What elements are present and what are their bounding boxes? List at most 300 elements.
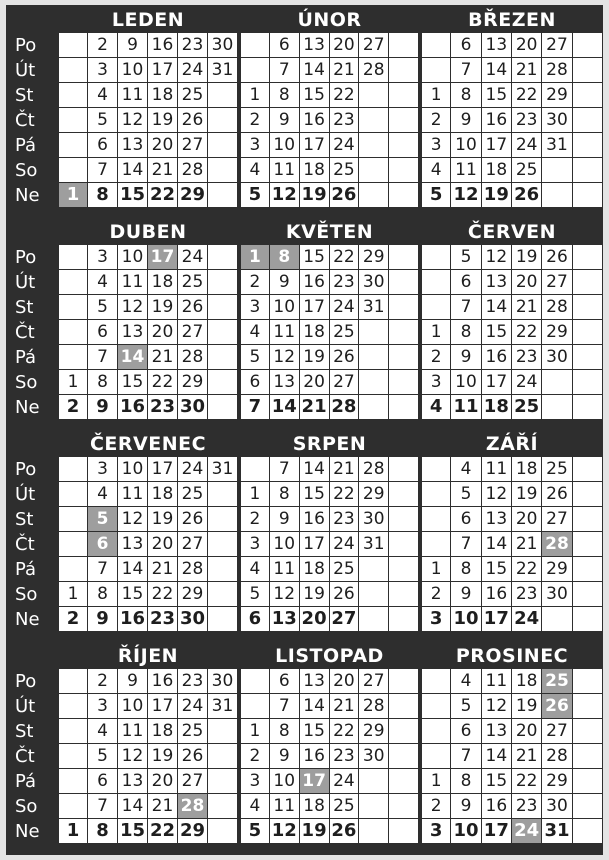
empty-day-cell bbox=[421, 694, 451, 719]
empty-day-cell bbox=[389, 183, 419, 208]
day-cell: 2 bbox=[240, 507, 270, 532]
day-cell: 28 bbox=[178, 158, 208, 183]
day-cell: 5 bbox=[451, 482, 481, 507]
empty-day-cell bbox=[240, 669, 270, 694]
day-cell: 11 bbox=[118, 83, 148, 108]
day-cell: 1 bbox=[240, 482, 270, 507]
empty-day-cell bbox=[389, 295, 419, 320]
empty-day-cell bbox=[573, 270, 603, 295]
weekday-label: St bbox=[15, 297, 34, 318]
empty-day-cell bbox=[573, 669, 603, 694]
weekday-label: Pá bbox=[15, 135, 37, 156]
empty-day-cell bbox=[58, 320, 88, 345]
empty-day-cell bbox=[359, 819, 389, 844]
empty-day-cell bbox=[58, 158, 88, 183]
empty-day-cell bbox=[542, 183, 572, 208]
day-cell: 28 bbox=[359, 694, 389, 719]
empty-day-cell bbox=[240, 33, 270, 58]
day-cell: 25 bbox=[512, 395, 542, 420]
empty-day-cell bbox=[208, 769, 238, 794]
day-cell: 1 bbox=[58, 183, 88, 208]
day-cell: 17 bbox=[300, 133, 330, 158]
empty-day-cell bbox=[359, 345, 389, 370]
day-cell: 14 bbox=[270, 395, 300, 420]
weekday-label: So bbox=[15, 584, 38, 605]
day-cell: 3 bbox=[88, 58, 118, 83]
empty-day-cell bbox=[58, 482, 88, 507]
day-cell: 23 bbox=[512, 108, 542, 133]
empty-day-cell bbox=[573, 158, 603, 183]
day-cell: 7 bbox=[88, 158, 118, 183]
empty-day-cell bbox=[389, 557, 419, 582]
month-grid bbox=[240, 245, 419, 420]
day-cell: 4 bbox=[451, 669, 481, 694]
day-cell: 22 bbox=[512, 769, 542, 794]
empty-day-cell bbox=[389, 83, 419, 108]
day-cell: 16 bbox=[300, 507, 330, 532]
day-cell: 6 bbox=[451, 270, 481, 295]
empty-day-cell bbox=[389, 133, 419, 158]
day-cell: 1 bbox=[58, 819, 88, 844]
day-cell: 28 bbox=[178, 345, 208, 370]
empty-day-cell bbox=[421, 719, 451, 744]
day-cell: 27 bbox=[542, 719, 572, 744]
day-cell: 9 bbox=[88, 395, 118, 420]
day-cell: 13 bbox=[482, 270, 512, 295]
empty-day-cell bbox=[389, 744, 419, 769]
empty-day-cell bbox=[208, 482, 238, 507]
day-cell: 17 bbox=[300, 532, 330, 557]
day-cell: 25 bbox=[330, 794, 360, 819]
day-cell: 28 bbox=[178, 557, 208, 582]
empty-day-cell bbox=[208, 819, 238, 844]
weekday-label: St bbox=[15, 85, 34, 106]
day-cell: 28 bbox=[359, 457, 389, 482]
day-cell: 4 bbox=[240, 158, 270, 183]
empty-day-cell bbox=[421, 507, 451, 532]
day-cell: 15 bbox=[118, 183, 148, 208]
month-name: DUBEN bbox=[109, 221, 187, 243]
weekday-label: Út bbox=[15, 484, 36, 505]
weekday-label: Po bbox=[15, 35, 37, 56]
day-cell: 22 bbox=[330, 83, 360, 108]
day-cell: 12 bbox=[451, 183, 481, 208]
empty-day-cell bbox=[58, 794, 88, 819]
day-cell: 4 bbox=[421, 395, 451, 420]
month-name: ŘÍJEN bbox=[117, 645, 179, 667]
empty-day-cell bbox=[208, 794, 238, 819]
day-cell: 4 bbox=[88, 83, 118, 108]
weekday-label: Út bbox=[15, 696, 36, 717]
day-cell: 27 bbox=[330, 607, 360, 632]
day-cell: 10 bbox=[118, 58, 148, 83]
empty-day-cell bbox=[573, 532, 603, 557]
day-cell: 8 bbox=[451, 83, 481, 108]
empty-day-cell bbox=[389, 33, 419, 58]
day-cell: 26 bbox=[542, 694, 572, 719]
day-cell: 20 bbox=[512, 33, 542, 58]
day-cell: 4 bbox=[451, 457, 481, 482]
empty-day-cell bbox=[389, 769, 419, 794]
day-cell: 18 bbox=[512, 457, 542, 482]
day-cell: 6 bbox=[451, 719, 481, 744]
day-cell: 3 bbox=[240, 295, 270, 320]
weekday-label: Po bbox=[15, 459, 37, 480]
empty-day-cell bbox=[58, 345, 88, 370]
empty-day-cell bbox=[573, 370, 603, 395]
empty-day-cell bbox=[240, 694, 270, 719]
day-cell: 20 bbox=[330, 33, 360, 58]
day-cell: 30 bbox=[208, 33, 238, 58]
day-cell: 30 bbox=[208, 669, 238, 694]
day-cell: 14 bbox=[482, 295, 512, 320]
empty-day-cell bbox=[58, 33, 88, 58]
day-cell: 24 bbox=[512, 607, 542, 632]
day-cell: 9 bbox=[451, 794, 481, 819]
day-cell: 8 bbox=[88, 819, 118, 844]
empty-day-cell bbox=[208, 719, 238, 744]
day-cell: 8 bbox=[88, 582, 118, 607]
empty-day-cell bbox=[573, 320, 603, 345]
empty-day-cell bbox=[389, 108, 419, 133]
day-cell: 12 bbox=[118, 744, 148, 769]
day-cell: 28 bbox=[330, 395, 360, 420]
day-cell: 3 bbox=[421, 819, 451, 844]
day-cell: 7 bbox=[451, 532, 481, 557]
empty-day-cell bbox=[208, 133, 238, 158]
empty-day-cell bbox=[573, 108, 603, 133]
day-cell: 7 bbox=[88, 794, 118, 819]
day-cell: 23 bbox=[330, 744, 360, 769]
day-cell: 6 bbox=[451, 33, 481, 58]
weekday-label: St bbox=[15, 509, 34, 530]
day-cell: 27 bbox=[542, 270, 572, 295]
empty-day-cell bbox=[421, 669, 451, 694]
day-cell: 5 bbox=[240, 819, 270, 844]
day-cell: 9 bbox=[118, 669, 148, 694]
day-cell: 26 bbox=[330, 345, 360, 370]
day-cell: 7 bbox=[451, 58, 481, 83]
day-cell: 16 bbox=[118, 607, 148, 632]
day-cell: 17 bbox=[482, 370, 512, 395]
day-cell: 10 bbox=[270, 769, 300, 794]
day-cell: 12 bbox=[482, 245, 512, 270]
empty-day-cell bbox=[208, 557, 238, 582]
empty-day-cell bbox=[573, 694, 603, 719]
day-cell: 27 bbox=[330, 370, 360, 395]
empty-day-cell bbox=[421, 457, 451, 482]
day-cell: 9 bbox=[270, 108, 300, 133]
day-cell: 16 bbox=[482, 794, 512, 819]
empty-day-cell bbox=[389, 270, 419, 295]
day-cell: 19 bbox=[300, 819, 330, 844]
empty-day-cell bbox=[208, 295, 238, 320]
day-cell: 5 bbox=[240, 345, 270, 370]
empty-day-cell bbox=[573, 83, 603, 108]
day-cell: 19 bbox=[300, 582, 330, 607]
empty-day-cell bbox=[208, 582, 238, 607]
day-cell: 17 bbox=[300, 769, 330, 794]
empty-day-cell bbox=[208, 744, 238, 769]
empty-day-cell bbox=[58, 769, 88, 794]
day-cell: 11 bbox=[118, 270, 148, 295]
day-cell: 11 bbox=[270, 794, 300, 819]
day-cell: 4 bbox=[240, 557, 270, 582]
day-cell: 27 bbox=[178, 769, 208, 794]
day-cell: 2 bbox=[240, 270, 270, 295]
year-calendar bbox=[6, 5, 603, 855]
empty-day-cell bbox=[573, 395, 603, 420]
day-cell: 19 bbox=[148, 744, 178, 769]
day-cell: 8 bbox=[270, 719, 300, 744]
day-cell: 19 bbox=[482, 183, 512, 208]
day-cell: 18 bbox=[300, 557, 330, 582]
month-name: BŘEZEN bbox=[468, 9, 556, 31]
day-cell: 13 bbox=[300, 669, 330, 694]
empty-day-cell bbox=[58, 295, 88, 320]
month-grid bbox=[240, 33, 419, 208]
empty-day-cell bbox=[573, 33, 603, 58]
weekday-label: So bbox=[15, 372, 38, 393]
day-cell: 1 bbox=[421, 320, 451, 345]
quarter-block bbox=[6, 217, 603, 430]
day-cell: 15 bbox=[300, 245, 330, 270]
day-cell: 7 bbox=[270, 694, 300, 719]
month-name: LEDEN bbox=[111, 9, 185, 31]
empty-day-cell bbox=[389, 719, 419, 744]
day-cell: 29 bbox=[359, 482, 389, 507]
empty-day-cell bbox=[359, 83, 389, 108]
day-cell: 30 bbox=[359, 507, 389, 532]
day-cell: 5 bbox=[88, 108, 118, 133]
day-cell: 27 bbox=[359, 669, 389, 694]
day-cell: 19 bbox=[148, 108, 178, 133]
day-cell: 26 bbox=[542, 482, 572, 507]
day-cell: 25 bbox=[542, 457, 572, 482]
day-cell: 22 bbox=[512, 320, 542, 345]
day-cell: 20 bbox=[148, 133, 178, 158]
day-cell: 5 bbox=[421, 183, 451, 208]
day-cell: 2 bbox=[58, 395, 88, 420]
day-cell: 22 bbox=[330, 482, 360, 507]
day-cell: 13 bbox=[118, 769, 148, 794]
empty-day-cell bbox=[421, 295, 451, 320]
weekday-label: Út bbox=[15, 60, 36, 81]
empty-day-cell bbox=[208, 245, 238, 270]
empty-day-cell bbox=[573, 133, 603, 158]
empty-day-cell bbox=[573, 345, 603, 370]
day-cell: 7 bbox=[88, 557, 118, 582]
day-cell: 17 bbox=[148, 245, 178, 270]
empty-day-cell bbox=[58, 694, 88, 719]
empty-day-cell bbox=[359, 133, 389, 158]
empty-day-cell bbox=[573, 183, 603, 208]
day-cell: 7 bbox=[270, 457, 300, 482]
day-cell: 16 bbox=[300, 744, 330, 769]
day-cell: 29 bbox=[178, 183, 208, 208]
day-cell: 24 bbox=[512, 133, 542, 158]
day-cell: 21 bbox=[148, 557, 178, 582]
day-cell: 29 bbox=[359, 719, 389, 744]
day-cell: 7 bbox=[270, 58, 300, 83]
day-cell: 15 bbox=[118, 819, 148, 844]
day-cell: 11 bbox=[270, 320, 300, 345]
day-cell: 31 bbox=[359, 295, 389, 320]
empty-day-cell bbox=[389, 320, 419, 345]
day-cell: 24 bbox=[512, 819, 542, 844]
day-cell: 26 bbox=[330, 582, 360, 607]
day-cell: 16 bbox=[148, 669, 178, 694]
weekday-label: Pá bbox=[15, 559, 37, 580]
empty-day-cell bbox=[573, 557, 603, 582]
weekday-label: Ne bbox=[15, 185, 40, 206]
day-cell: 29 bbox=[542, 320, 572, 345]
day-cell: 18 bbox=[148, 482, 178, 507]
empty-day-cell bbox=[542, 395, 572, 420]
day-cell: 22 bbox=[148, 819, 178, 844]
day-cell: 13 bbox=[482, 507, 512, 532]
day-cell: 29 bbox=[542, 557, 572, 582]
month-name: PROSINEC bbox=[455, 645, 569, 667]
day-cell: 14 bbox=[118, 794, 148, 819]
day-cell: 3 bbox=[240, 532, 270, 557]
empty-day-cell bbox=[208, 183, 238, 208]
month-grid bbox=[58, 457, 238, 632]
day-cell: 16 bbox=[482, 345, 512, 370]
day-cell: 9 bbox=[451, 345, 481, 370]
day-cell: 31 bbox=[208, 457, 238, 482]
day-cell: 23 bbox=[512, 794, 542, 819]
empty-day-cell bbox=[359, 183, 389, 208]
day-cell: 28 bbox=[542, 58, 572, 83]
day-cell: 2 bbox=[421, 345, 451, 370]
day-cell: 2 bbox=[58, 607, 88, 632]
day-cell: 20 bbox=[512, 507, 542, 532]
empty-day-cell bbox=[573, 457, 603, 482]
day-cell: 22 bbox=[148, 183, 178, 208]
day-cell: 20 bbox=[512, 719, 542, 744]
empty-day-cell bbox=[573, 295, 603, 320]
empty-day-cell bbox=[58, 108, 88, 133]
day-cell: 26 bbox=[330, 183, 360, 208]
day-cell: 26 bbox=[178, 108, 208, 133]
day-cell: 14 bbox=[118, 345, 148, 370]
day-cell: 3 bbox=[88, 245, 118, 270]
weekday-label: Út bbox=[15, 272, 36, 293]
day-cell: 11 bbox=[270, 158, 300, 183]
day-cell: 5 bbox=[88, 295, 118, 320]
day-cell: 6 bbox=[240, 607, 270, 632]
day-cell: 27 bbox=[542, 33, 572, 58]
day-cell: 22 bbox=[330, 245, 360, 270]
day-cell: 29 bbox=[178, 370, 208, 395]
day-cell: 8 bbox=[270, 482, 300, 507]
day-cell: 6 bbox=[270, 669, 300, 694]
empty-day-cell bbox=[208, 507, 238, 532]
day-cell: 15 bbox=[118, 370, 148, 395]
month-name: ČERVENEC bbox=[89, 433, 207, 455]
day-cell: 25 bbox=[330, 158, 360, 183]
day-cell: 14 bbox=[482, 744, 512, 769]
quarter-block bbox=[6, 429, 603, 642]
empty-day-cell bbox=[389, 345, 419, 370]
day-cell: 13 bbox=[118, 133, 148, 158]
weekday-label: St bbox=[15, 721, 34, 742]
month-grid bbox=[421, 245, 603, 420]
day-cell: 8 bbox=[88, 183, 118, 208]
empty-day-cell bbox=[573, 794, 603, 819]
empty-day-cell bbox=[389, 370, 419, 395]
month-grid bbox=[240, 669, 419, 844]
empty-day-cell bbox=[208, 395, 238, 420]
day-cell: 12 bbox=[270, 819, 300, 844]
empty-day-cell bbox=[389, 482, 419, 507]
day-cell: 1 bbox=[421, 83, 451, 108]
day-cell: 17 bbox=[148, 694, 178, 719]
day-cell: 21 bbox=[148, 345, 178, 370]
day-cell: 27 bbox=[178, 532, 208, 557]
day-cell: 18 bbox=[148, 270, 178, 295]
day-cell: 12 bbox=[482, 482, 512, 507]
day-cell: 18 bbox=[300, 158, 330, 183]
day-cell: 28 bbox=[359, 58, 389, 83]
day-cell: 14 bbox=[482, 532, 512, 557]
day-cell: 30 bbox=[178, 395, 208, 420]
day-cell: 17 bbox=[300, 295, 330, 320]
day-cell: 24 bbox=[178, 58, 208, 83]
day-cell: 12 bbox=[482, 694, 512, 719]
day-cell: 2 bbox=[88, 669, 118, 694]
day-cell: 26 bbox=[178, 744, 208, 769]
day-cell: 31 bbox=[208, 694, 238, 719]
day-cell: 13 bbox=[482, 33, 512, 58]
day-cell: 15 bbox=[482, 557, 512, 582]
day-cell: 12 bbox=[118, 507, 148, 532]
empty-day-cell bbox=[421, 33, 451, 58]
day-cell: 8 bbox=[270, 245, 300, 270]
day-cell: 6 bbox=[88, 532, 118, 557]
day-cell: 31 bbox=[359, 532, 389, 557]
day-cell: 12 bbox=[270, 345, 300, 370]
day-cell: 25 bbox=[330, 557, 360, 582]
day-cell: 13 bbox=[482, 719, 512, 744]
empty-day-cell bbox=[58, 457, 88, 482]
day-cell: 9 bbox=[270, 270, 300, 295]
empty-day-cell bbox=[208, 320, 238, 345]
day-cell: 18 bbox=[482, 158, 512, 183]
weekday-label: Čt bbox=[15, 110, 35, 131]
day-cell: 7 bbox=[240, 395, 270, 420]
day-cell: 19 bbox=[512, 245, 542, 270]
day-cell: 23 bbox=[178, 669, 208, 694]
day-cell: 8 bbox=[451, 557, 481, 582]
empty-day-cell bbox=[58, 719, 88, 744]
day-cell: 30 bbox=[542, 108, 572, 133]
day-cell: 5 bbox=[240, 183, 270, 208]
day-cell: 29 bbox=[178, 582, 208, 607]
empty-day-cell bbox=[573, 582, 603, 607]
month-grid bbox=[421, 457, 603, 632]
day-cell: 10 bbox=[270, 295, 300, 320]
day-cell: 2 bbox=[421, 108, 451, 133]
empty-day-cell bbox=[208, 108, 238, 133]
day-cell: 9 bbox=[118, 33, 148, 58]
empty-day-cell bbox=[208, 345, 238, 370]
day-cell: 22 bbox=[512, 557, 542, 582]
weekday-label: Ne bbox=[15, 821, 40, 842]
day-cell: 16 bbox=[482, 582, 512, 607]
day-cell: 23 bbox=[148, 395, 178, 420]
